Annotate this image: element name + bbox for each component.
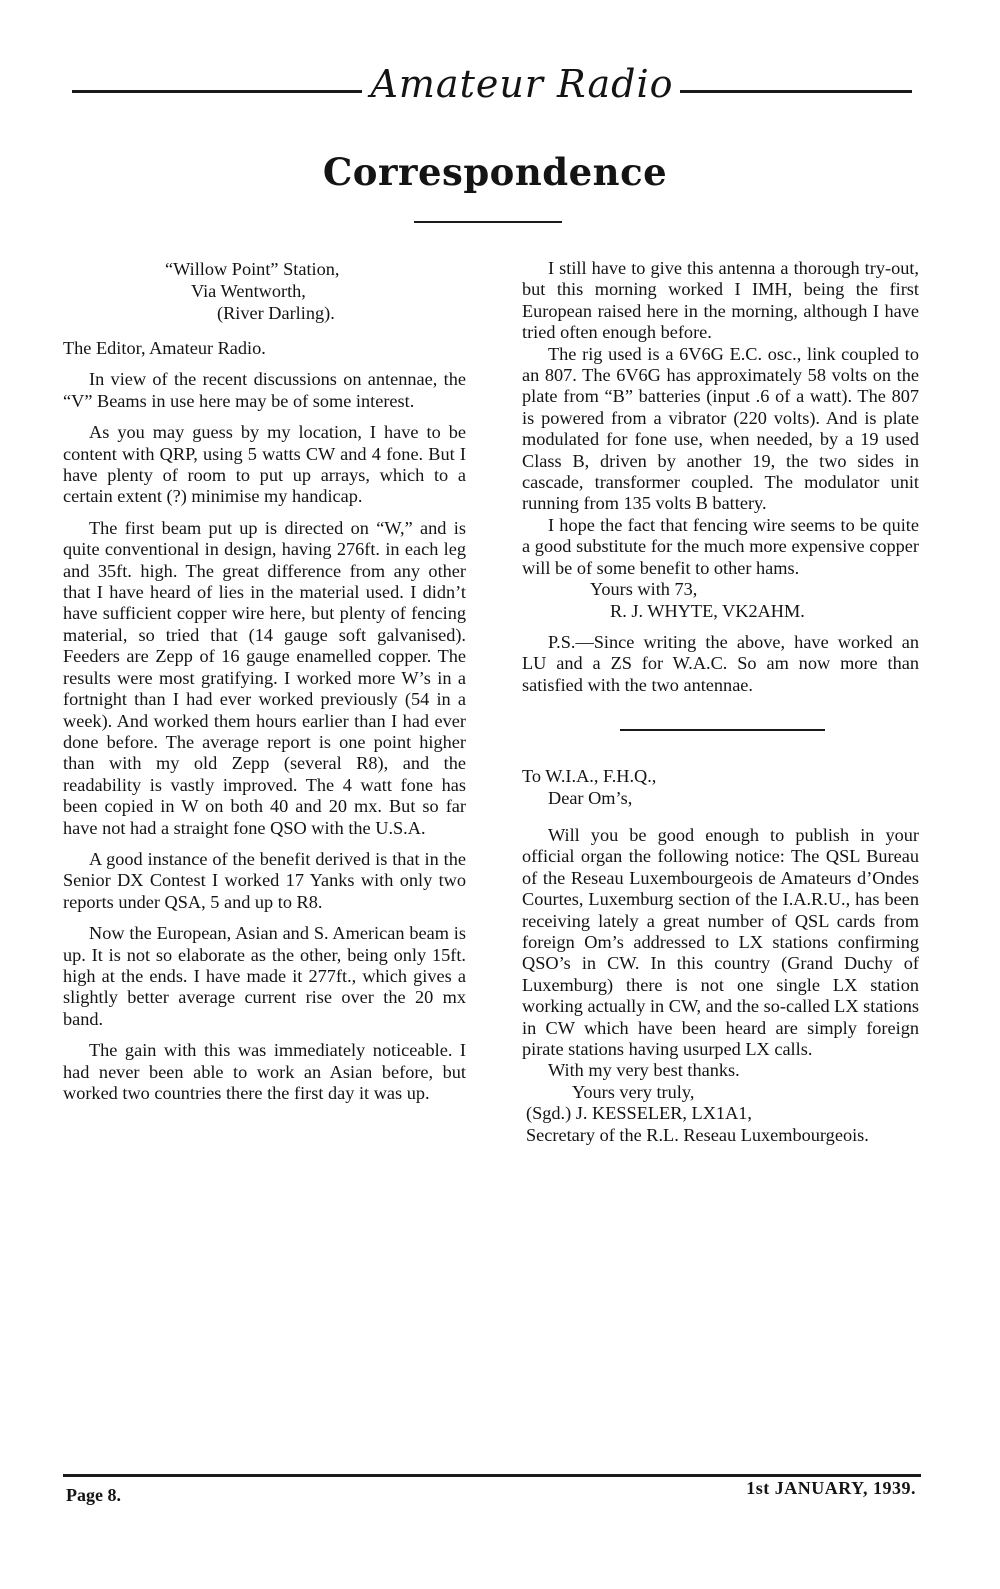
letter1-paragraph: The rig used is a 6V6G E.C. osc., link coupled to an 807. The 6V6G has approximately 58 volts on the plate from “B” batteries (input .6 of a watt). The 807 is powered from a vibrator (220 volts). And is plate modulated for fone use, when needed, by a 19 used Class B, driven by another 19, the two sides in cascade, transformer coupled. The modulator unit running from 135 volts B battery. — [522, 343, 919, 514]
title-divider — [414, 221, 562, 223]
letter1-paragraph: As you may guess by my location, I have to be content with QRP, using 5 watts CW and 4 fone. But I have plenty of room to put up arrays, which to a certain extent (?) minimise my handicap. — [63, 422, 466, 507]
address-line: “Willow Point” Station, — [165, 259, 340, 279]
page-number: Page 8. — [66, 1485, 121, 1505]
letter2-signature: (Sgd.) J. KESSELER, LX1A1, — [526, 1103, 752, 1124]
page-title: Correspondence — [322, 150, 668, 194]
masthead-rule-right — [680, 90, 912, 93]
letter2-salutation: Dear Om’s, — [548, 787, 633, 808]
right-column — [522, 258, 919, 1146]
letter1-postscript: P.S.—Since writing the above, have worked an LU and a ZS for W.A.C. So am now more than satisfied with the two antennae. — [522, 631, 919, 695]
footer-rule — [63, 1474, 921, 1477]
left-column — [63, 258, 466, 1104]
letter1-paragraph: In view of the recent discussions on antennae, the “V” Beams in use here may be of some interest. — [63, 369, 466, 411]
address-line: Via Wentworth, — [191, 281, 306, 301]
letter1-paragraph: I still have to give this antenna a thorough try-out, but this morning worked I IMH, being the first European raised here in the morning, although I have tried often enough before. — [522, 258, 919, 343]
masthead-rule-left — [72, 90, 362, 93]
letter1-closing: Yours with 73, — [590, 579, 698, 600]
letter1-salutation: The Editor, Amateur Radio. — [63, 338, 266, 358]
letter1-signature: R. J. WHYTE, VK2AHM. — [610, 600, 805, 621]
letter2-thanks: With my very best thanks. — [548, 1060, 740, 1081]
letter1-paragraph: The first beam put up is directed on “W,” and is quite conventional in design, having 276ft. in each leg and 35ft. high. The great difference from any other that I have heard of lies in the material used. I didn’t have sufficient copper wire here, but plenty of fencing material, so tried that (14 gauge soft galvanised). Feeders are Zepp of 16 gauge enamelled copper. The results were most gratifying. I worked more W’s in a fortnight than I had ever worked previously (54 in a week). And worked them hours earlier than I had ever done before. The average report is one point higher than with my old Zepp (several R8), and the readability is vastly improved. The 4 watt fone has been copied in W on both 40 and 20 mx. But so far have not had a straight fone QSO with the U.S.A. — [63, 517, 466, 838]
issue-date: 1st JANUARY, 1939. — [746, 1478, 916, 1498]
letter1-paragraph: Now the European, Asian and S. American beam is up. It is not so elaborate as the other, being only 15ft. high at the ends. I have made it 277ft., which gives a slightly better average current rise over the 20 mx band. — [63, 923, 466, 1029]
address-line: (River Darling). — [217, 303, 335, 323]
letter1-paragraph: A good instance of the benefit derived is that in the Senior DX Contest I worked 17 Yanks with only two reports under QSA, 5 and up to R8. — [63, 848, 466, 912]
masthead-title: Amateur Radio — [370, 62, 674, 106]
letter2-closing: Yours very truly, — [572, 1081, 695, 1102]
letter1-address — [63, 258, 466, 324]
masthead — [72, 62, 912, 116]
letter2-body: Will you be good enough to publish in your official organ the following notice: The QSL Bureau of the Reseau Luxembourgeois de Amateurs d’Ondes Courtes, Luxemburg section of the I.A.R.U., has been receiving lately a great number of QSL cards from foreign Om’s addressed to LX stations confirming QSO’s in CW. In this country (Grand Duchy of Luxemburg) there is not one single LX station working actually in CW, and the so-called LX stations in CW which have been heard are simply foreign pirate stations having usurped LX calls. — [522, 824, 919, 1059]
letter1-paragraph: I hope the fact that fencing wire seems to be quite a good substitute for the much more expensive copper will be of some benefit to other hams. — [522, 514, 919, 578]
section-divider — [620, 729, 825, 731]
letter1-paragraph: The gain with this was immediately noticeable. I had never been able to work an Asian before, but worked two countries there the first day it was up. — [63, 1040, 466, 1103]
letter2-to: To W.I.A., F.H.Q., — [522, 766, 657, 787]
letter2-title: Secretary of the R.L. Reseau Luxembourgeois. — [526, 1124, 869, 1145]
